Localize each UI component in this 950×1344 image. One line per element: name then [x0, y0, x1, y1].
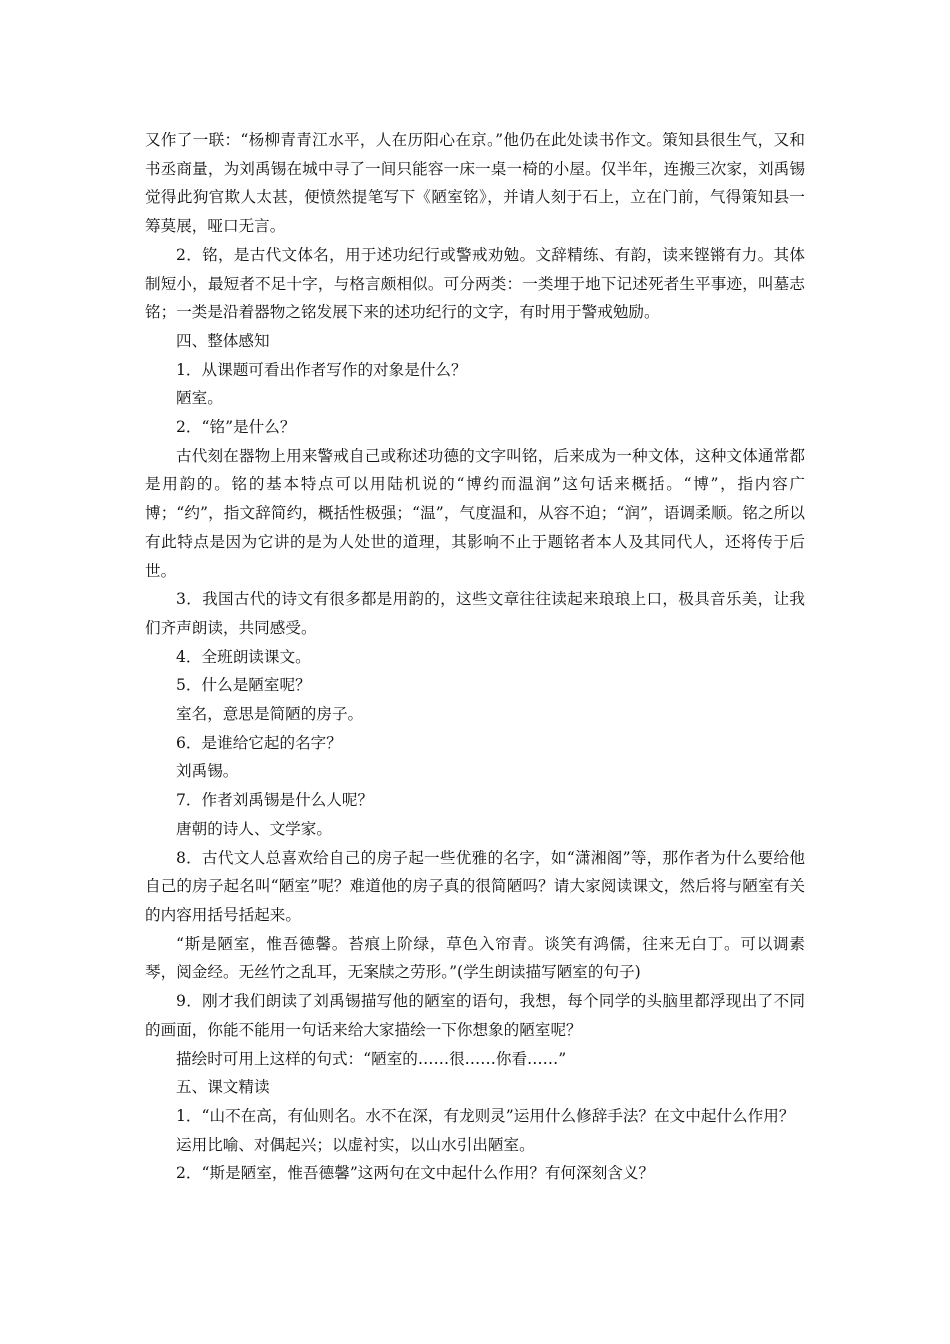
paragraph: 四、整体感知 — [176, 331, 270, 350]
paragraph: 2．铭，是古代文体名，用于述功纪行或警戒劝勉。文辞精练、有韵，读来铿锵有力。其体制短小，最短者不足十字，与格言颇相似。可分两类：一类埋于地下记述死者生平事迹，叫墓志铭；一类是沿着器物之铭发展下来的述功纪行的文字，有时用于警戒勉励。 — [145, 245, 805, 322]
paragraph: 古代刻在器物上用来警戒自己或称述功德的文字叫铭，后来成为一种文体，这种文体通常都是用韵的。铭的基本特点可以用陆机说的“博约而温润”这句话来概括。“博”，指内容广博；“约”，指文辞简约，概括性极强；“温”，气度温和，从容不迫；“润”，语调柔顺。铭之所以有此特点是因为它讲的是为人处世的道理，其影响不止于题铭者本人及其同代人，还将传于后世。 — [145, 446, 805, 580]
paragraph: 4．全班朗读课文。 — [176, 647, 311, 666]
paragraph: 5．什么是陋室呢？ — [176, 676, 311, 695]
paragraph: “斯是陋室，惟吾德馨。苔痕上阶绿，草色入帘青。谈笑有鸿儒，往来无白丁。可以调素琴，阅金经。无丝竹之乱耳，无案牍之劳形。”(学生朗读描写陋室的句子) — [145, 934, 805, 982]
paragraph: 唐朝的诗人、文学家。 — [176, 819, 332, 838]
paragraph: 1．从课题可看出作者写作的对象是什么？ — [176, 360, 467, 379]
document-body — [145, 126, 805, 1188]
paragraph: 7．作者刘禹锡是什么人呢？ — [176, 791, 374, 810]
paragraph: 2．“斯是陋室，惟吾德馨”这两句在文中起什么作用？有何深刻含义？ — [176, 1164, 655, 1183]
paragraph: 室名，意思是简陋的房子。 — [176, 705, 364, 724]
paragraph: 6．是谁给它起的名字？ — [176, 733, 342, 752]
paragraph: 9．刚才我们朗读了刘禹锡描写他的陋室的语句，我想，每个同学的头脑里都浮现出了不同的画面，你能不能用一句话来给大家描绘一下你想象的陋室呢？ — [145, 992, 805, 1039]
paragraph: 五、课文精读 — [176, 1078, 270, 1097]
paragraph: 描绘时可用上这样的句式：“陋室的……很……你看……” — [176, 1049, 567, 1068]
paragraph: 陋室。 — [176, 389, 223, 408]
paragraph: 1．“山不在高，有仙则名。水不在深，有龙则灵”运用什么修辞手法？在文中起什么作用？ — [176, 1106, 795, 1125]
paragraph: 3．我国古代的诗文有很多都是用韵的，这些文章往往读起来琅琅上口，极具音乐美，让我们齐声朗读，共同感受。 — [145, 590, 805, 637]
paragraph: 2．“铭”是什么？ — [176, 418, 296, 437]
paragraph: 又作了一联：“杨柳青青江水平，人在历阳心在京。”他仍在此处读书作文。策知县很生气，又和书丞商量，为刘禹锡在城中寻了一间只能容一床一桌一椅的小屋。仅半年，连搬三次家，刘禹锡觉得此狗官欺人太甚，便愤然提笔写下《陋室铭》，并请人刻于石上，立在门前，气得策知县一筹莫展，哑口无言。 — [145, 131, 805, 236]
paragraph: 刘禹锡。 — [176, 762, 239, 781]
paragraph: 8．古代文人总喜欢给自己的房子起一些优雅的名字，如“潇湘阁”等，那作者为什么要给他自己的房子起名叫“陋室”呢？难道他的房子真的很简陋吗？请大家阅读课文，然后将与陋室有关的内容用括号括起来。 — [145, 848, 805, 924]
paragraph: 运用比喻、对偶起兴；以虚衬实，以山水引出陋室。 — [176, 1135, 535, 1154]
